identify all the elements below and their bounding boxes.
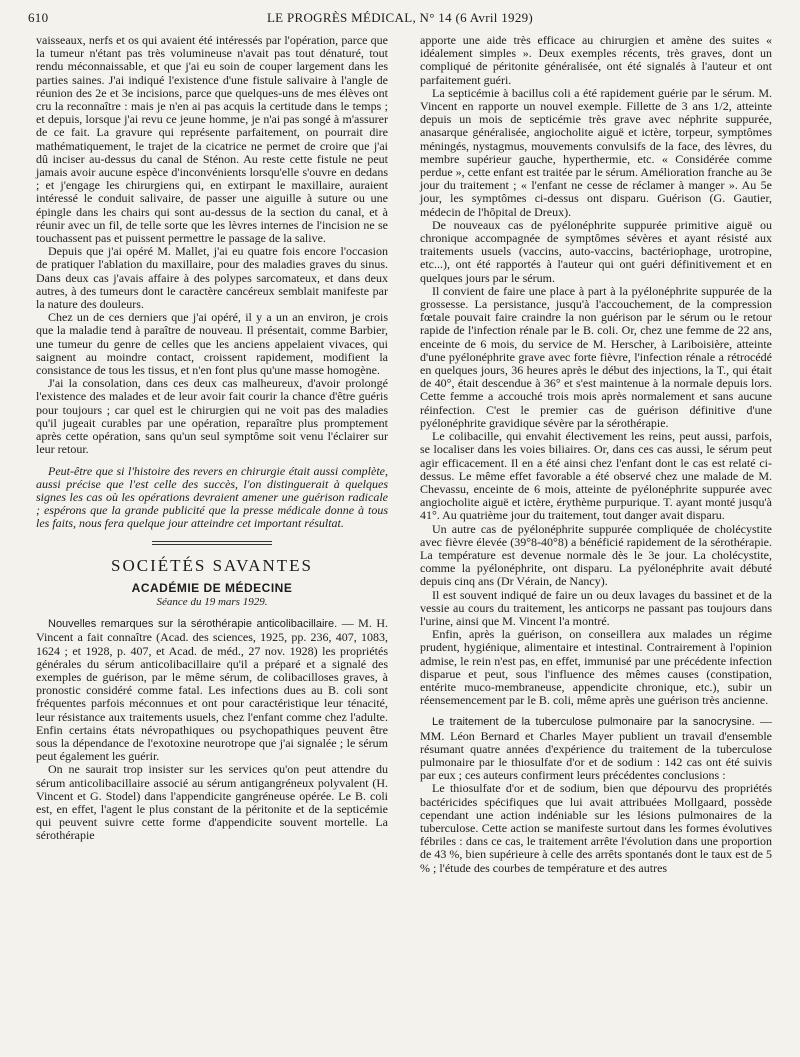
running-title: LE PROGRÈS MÉDICAL, N° 14 (6 Avril 1929) <box>266 10 534 25</box>
article-paragraph <box>36 617 388 763</box>
academy-heading: ACADÉMIE DE MÉDECINE <box>131 580 293 595</box>
left-column <box>36 34 388 843</box>
section-divider <box>152 541 272 542</box>
paragraph: Il convient de faire une place à part à la pyélonéphrite suppurée de la grossesse. La persistance, jusqu'à l'accouchement, de la compression fœtale pouvait faire craindre la non guérison par le sérum ou le retour rapide de l'infection rénale par le B. coli. Or, chez une femme de 22 ans, enceinte de 6 mois, du service de M. Herscher, à Lariboisière, atteinte d'une pyélonéphrite grave avec forte fièvre, l'infection rénale a rétrocédé en quelques jours, 36 heures après le début des injections, la T., qui était de 40°, était descendue à 36° et s'est maintenue à la normale depuis lors. Cette femme a accouché trois mois après normalement et sans aucune réinfection. C'est le premier cas de guérison définitive d'une pyélonéphrite gravidique sévère par la sérothérapie. <box>420 283 772 430</box>
paragraph: J'ai la consolation, dans ces deux cas malheureux, d'avoir prolongé l'existence des malades et de leur avoir fait courir la chance d'être guéris pour toujours ; car quel est le chirurgien qui ne voit pas des maladies qu'il jugeait curables par une opération, reparaître plus promptement après cette opération, sans qu'un seul symptôme soit venu l'éclairer sur leur retour. <box>36 376 388 457</box>
page-number: 610 <box>28 10 49 25</box>
article-title: Nouvelles remarques sur la sérothérapie anticolibacillaire. <box>48 618 338 631</box>
article-paragraph <box>420 715 772 782</box>
section-title: SOCIÉTÉS SAVANTES <box>111 555 313 575</box>
paragraph: Le thiosulfate d'or et de sodium, bien que dépourvu des propriétés bactéricides spécifiques que lui avait attribuées Mollgaard, possède cependant une action indéniable sur les lésions pulmonaires de la tuberculose. Cette action se manifeste surtout dans les formes évolutives fébriles : dans ce cas, le traitement arrête l'évolution dans une proportion de 43 %, bien supérieure à celle des arrêts spontanés dont le taux est de 5 % ; l'étude des courbes de température et des autres <box>420 781 772 875</box>
paragraph: Un autre cas de pyélonéphrite suppurée compliquée de cholécystite avec fièvre élevée (39°8-40°8) a bénéficié rapidement de la sérothérapie. La température est devenue normale dès le 3e jour. La cholécystite, comme la pyélonéphrite, ont disparu. La pyélonéphrite avait débuté depuis cinq ans (Dr Vérain, de Nancy). <box>420 521 772 589</box>
article-title: Le traitement de la tuberculose pulmonaire par la sanocrysine. <box>432 716 755 729</box>
section-divider <box>152 544 272 545</box>
paragraph: La septicémie à bacillus coli a été rapidement guérie par le sérum. M. Vincent en rapporte un nouvel exemple. Fillette de 3 ans 1/2, atteinte depuis un mois de septicémie très grave avec néphrite suppurée, anasarque généralisée, angiocholite aiguë et ictère, torpeur, symptômes méningés, nystagmus, mouvements convulsifs de la face, des lèvres, du membre supérieur gauche, hyperthermie, etc. « Considérée comme perdue », cette enfant est traitée par le sérum. Amélioration franche au 3e jour du traitement ; « l'enfant ne cesse de réclamer à manger ». Au 5e jour, les symptômes ci-dessus ont disparu. Guérison (G. Gautier, médecin de l'hôpital de Dreux). <box>420 85 772 219</box>
article-body: — M. H. Vincent a fait connaître (Acad. des sciences, 1925, pp. 236, 407, 1083, 1624 ; et 1928, p. 407, et Acad. de méd., 27 nov. 1928) les propriétés générales du sérum anticolibacillaire qu'il a préparé et a signalé des exemples de guérison, par le même sérum, de colibacilloses graves, à pronostic considéré comme fatal. Les infections dues au B. coli sont fréquentes parfois méconnues et ont pour caractéristique leur ténacité, leur résistance aux traitements usuels, chez l'enfant comme chez l'adulte. Enfin certains états névropathiques ou psychopathiques peuvent être sous la dépendance de l'exotoxine neurotrope que j'ai signalée ; le sérum peut également les guérir. <box>36 616 388 764</box>
paragraph: Enfin, après la guérison, on conseillera aux malades un régime prudent, hygiénique, alimentaire et intestinal. Contrairement à l'opinion admise, le rein n'est pas, en effet, immunisé par une précédente infection disparue et peut, sous l'influence des mêmes causes (constipation, entérite muco-membraneuse, appendicite chronique, etc.), subir un réensemencement par le B. coli, même après une guérison très ancienne. <box>420 627 772 708</box>
paragraph: Depuis que j'ai opéré M. Mallet, j'ai eu quatre fois encore l'occasion de pratiquer l'ablation du maxillaire, pour des maladies graves du sinus. Dans deux cas j'avais affaire à des polypes sarcomateux, et dans deux autres, à des tumeurs dont le caractère cancéreux semblait manifeste par la nature des douleurs. <box>36 244 388 312</box>
session-date: Séance du 19 mars 1929. <box>156 595 268 608</box>
paragraph: apporte une aide très efficace au chirurgien et amène des suites « idéalement simples ». Deux exemples récents, très graves, dont un compliqué de péritonite généralisée, ont été signalés à l'auteur et ont parfaitement guéri. <box>420 33 772 87</box>
article-body: — MM. Léon Bernard et Charles Mayer publient un travail d'ensemble résumant quatre années d'expérience du traitement de la tuberculose pulmonaire par le thiosulfate d'or et de sodium : 142 cas ont été suivis par eux ; ces auteurs confirment leurs précédentes conclusions : <box>420 714 772 783</box>
paragraph: Le colibacille, qui envahit électivement les reins, peut aussi, parfois, se localiser dans les voies biliaires. Or, dans ces cas aussi, le sérum peut agir efficacement. Il en a été ainsi chez l'enfant dont le cas est relaté ci-dessus. Le même effet favorable a été observé chez une malade de M. Chevassu, enceinte de 6 mois, atteinte de pyélonéphrite suppurée avec angiocholite aiguë et ictère, érythème purpurique. T. ayant monté jusqu'à 41°. Au quatrième jour du traitement, tout danger avait disparu. <box>420 429 772 523</box>
page-header <box>28 10 772 30</box>
paragraph: vaisseaux, nerfs et os qui avaient été intéressés par l'opération, parce que la tumeur n'étant pas très volumineuse n'avait pas tout dénaturé, tout rendu méconnaissable, et que j'ai eu soin de couper largement dans les parties saines. J'ai indiqué l'existence d'une fistule salivaire à l'angle de réunion des 2e et 3e incisions, parce que quelques-uns de mes élèves ont cru la reconnaître : mais je n'en ai pas acquis la certitude dans le temps ; et depuis, lorsque j'ai revu ce jeune homme, je n'ai pas songé à m'assurer de ce fait. La gravure qui représente parfaitement, on pourrait dire mathématiquement, le trajet de la cicatrice ne permet de croire que j'ai dû inciser au-dessus du canal de Sténon. Au reste cette fistule ne peut jamais avoir aucune espèce d'inconvénients lorsqu'elle s'ouvre en dedans ; et j'engage les chirurgiens qui, en extirpant le maxillaire, auraient intéressé le conduit salivaire, de passer une aiguille à suture ou une épingle dans les chairs qui sont au-dessus de la section du canal, et à réunir avec un fil, de telle sorte que les lèvres internes de l'incision ne se touchassent pas et puissent permettre le passage de la salive. <box>36 33 388 246</box>
paragraph: On ne saurait trop insister sur les services qu'on peut attendre du sérum anticolibacillaire associé au sérum antigangréneux polyvalent (H. Vincent et G. Stodel) dans l'appendicite gangréneuse opérée. Le B. coli est, en effet, l'agent le plus constant de la péritonite et de la septicémie qui peuvent suivre cette forme d'appendicite souvent mortelle. La sérothérapie <box>36 762 388 843</box>
right-column <box>420 34 772 875</box>
paragraph: De nouveaux cas de pyélonéphrite suppurée primitive aiguë ou chronique accompagnée de symptômes sévères et ayant résisté aux traitements usuels (vaccins, auto-vaccins, bactériophage, urotropine, etc...), ont été rapportés à l'auteur qui ont guéri définitivement et en quelques jours par le sérum. <box>420 217 772 285</box>
closing-note: Peut-être que si l'histoire des revers en chirurgie était aussi complète, aussi précise que l'est celle des succès, l'on distinguerait à quelques signes les cas où les opérations devraient amener une guérison radicale ; espérons que la grande publicité que la presse médicale donne à tous les faits, nous fera quelque jour atteindre cet important résultat. <box>36 463 388 531</box>
paragraph: Chez un de ces derniers que j'ai opéré, il y a un an environ, je crois que la maladie tend à paraître de nouveau. Il présentait, comme Barbier, une tumeur du genre de celles que les anciens appelaient vivaces, qui saignent au moindre contact, croissent rapidement, modifient la consistance de tous les tissus, et n'en font plus qu'une masse homogène. <box>36 310 388 378</box>
paragraph: Il est souvent indiqué de faire un ou deux lavages du bassinet et de la vessie au cours du traitement, les anticorps ne passant pas toujours dans l'urine, ainsi que M. Vincent l'a montré. <box>420 587 772 628</box>
